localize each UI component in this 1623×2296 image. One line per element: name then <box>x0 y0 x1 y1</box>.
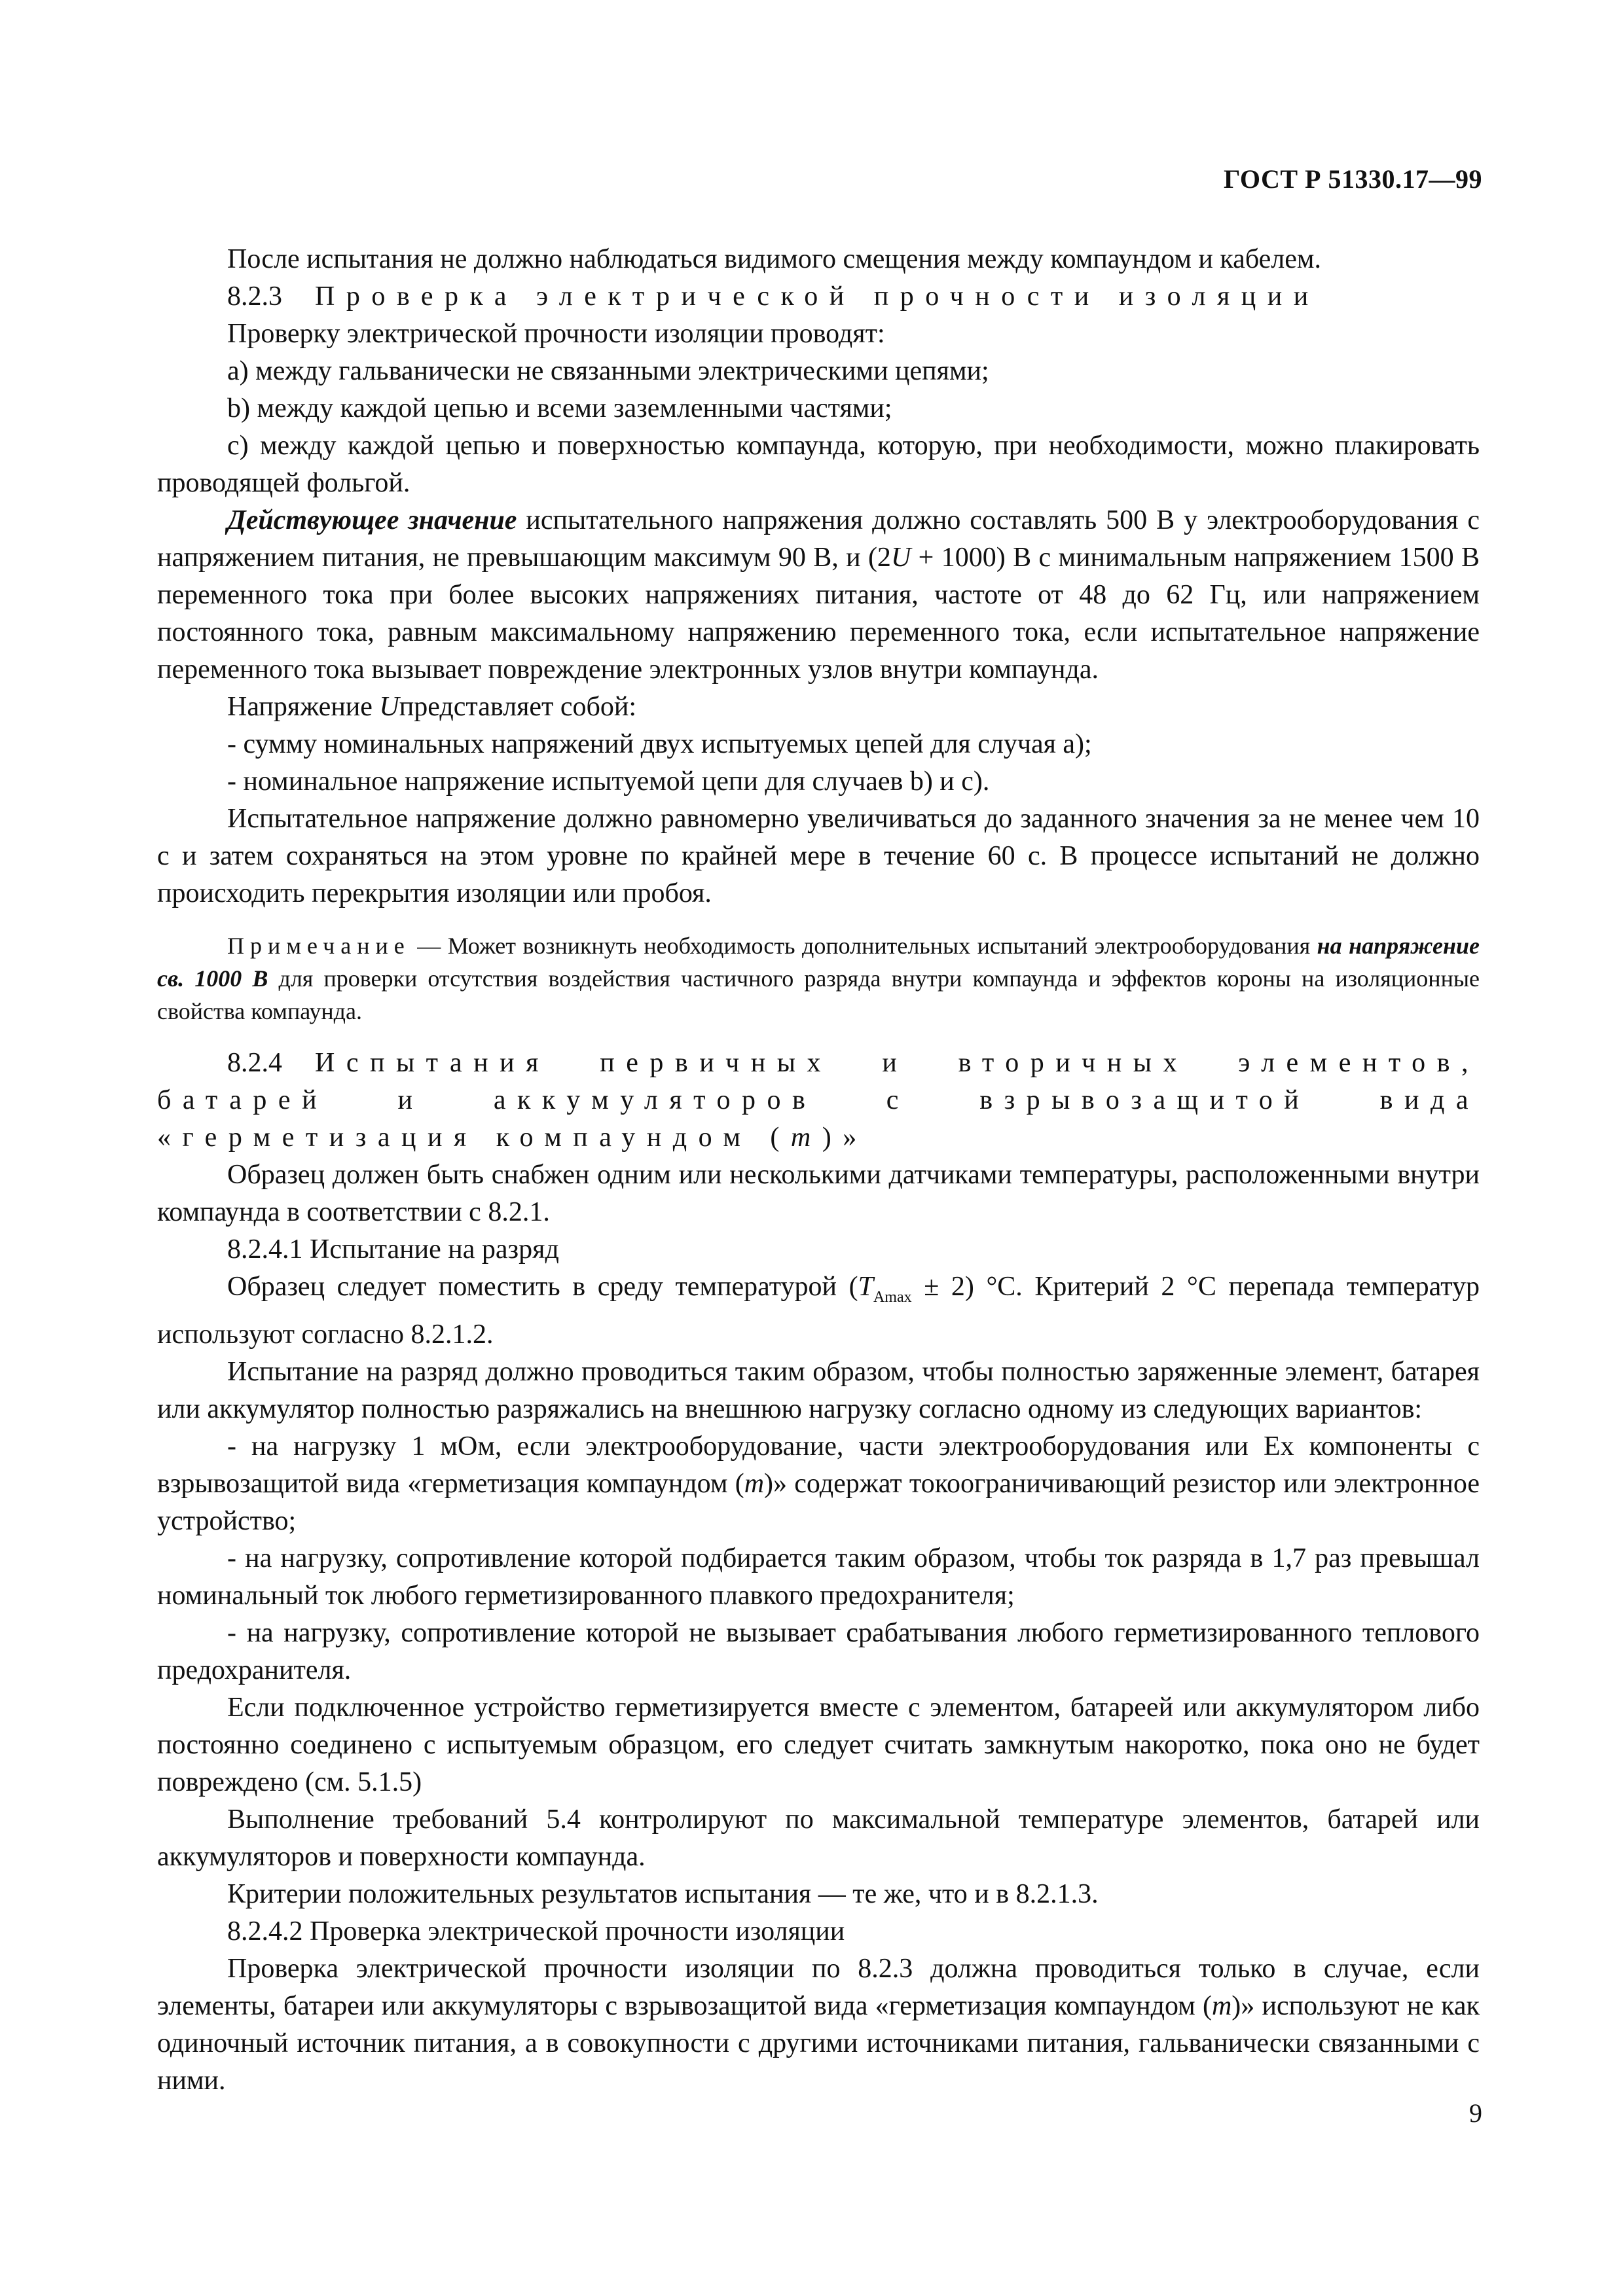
list-item: - номинальное напряжение испытуемой цепи для случаев b) и с). <box>227 766 990 797</box>
section-title: Проверка электрической прочности изоляции <box>315 281 1320 312</box>
variable-m: m <box>790 1122 822 1153</box>
document-body <box>157 241 1480 2100</box>
paragraph: Если подключенное устройство герметизируется вместе с элементом, батареей или аккумулятором либо постоянно соединено с испытуемым образцом, его следует считать замкнутым накоротко, пока оно не будет повреждено (см. 5.1.5) <box>157 1693 1480 1797</box>
section-heading-8-2-4 <box>157 1045 1480 1157</box>
list-item: - на нагрузку, сопротивление которой не вызывает срабатывания любого герметизированного теплового предохранителя. <box>157 1618 1480 1685</box>
paragraph <box>157 502 1480 689</box>
page-number: 9 <box>1469 2098 1482 2128</box>
variable-m: m <box>744 1469 765 1499</box>
text-span: для проверки отсутствия воздействия частичного разряда внутри компаунда и эффектов короны на изоляционные свойства компаунда. <box>157 965 1480 1024</box>
text-span: Напряжение <box>227 692 380 722</box>
paragraph: Образец должен быть снабжен одним или несколькими датчиками температуры, расположенными внутри компаунда в соответствии с 8.2.1. <box>157 1160 1480 1227</box>
subsection-heading: 8.2.4.2 Проверка электрической прочности изоляции <box>227 1916 845 1946</box>
list-item: b) между каждой цепью и всеми заземленными частями; <box>227 393 892 423</box>
list-item: а) между гальванически не связанными электрическими цепями; <box>227 356 989 386</box>
document-standard-number: ГОСТ Р 51330.17—99 <box>1223 164 1482 194</box>
paragraph: После испытания не должно наблюдаться видимого смещения между компаундом и кабелем. <box>227 244 1321 274</box>
section-title: Испытания первичных и вторичных элементов, батарей и аккумуляторов с взрывозащитой вида «герметизация компаундом ( <box>157 1048 1480 1153</box>
section-heading-8-2-3 <box>157 278 1480 315</box>
section-title-end: )» <box>822 1122 868 1153</box>
text-span: испытательного напряжения должно составлять 500 В у электрооборудования с напряжением питания, не превышающим максимум 90 В, и (2 <box>157 505 1480 573</box>
text-span: + 1000) В с минимальным напряжением 1500 В переменного тока при более высоких напряжениях питания, частоте от 48 до 62 Гц, или напряжением постоянного тока, равным максимальному напряжению переменного тока, если испытательное напряжение переменного тока вызывает повреждение электронных узлов внутри компаунда. <box>157 543 1480 685</box>
paragraph <box>157 1268 1480 1354</box>
variable-u: U <box>890 543 911 573</box>
paragraph: Испытательное напряжение должно равномерно увеличиваться до заданного значения за не менее чем 10 с и затем сохраняться на этом уровне по крайней мере в течение 60 с. В процессе испытаний не должно происходить перекрытия изоляции или пробоя. <box>157 804 1480 908</box>
list-item: - на нагрузку, сопротивление которой подбирается таким образом, чтобы ток разряда в 1,7 раз превышал номинальный ток любого герметизированного плавкого предохранителя; <box>157 1543 1480 1611</box>
variable-t: T <box>858 1272 873 1302</box>
text-span: - на нагрузку 1 мОм, если электрооборудование, части электрооборудования или Ех компоненты с взрывозащитой вида «герметизация компаундом ( <box>157 1431 1480 1499</box>
subsection-heading: 8.2.4.1 Испытание на разряд <box>227 1234 559 1265</box>
text-span: )» используют не как одиночный источник питания, а в совокупности с другими источниками питания, гальванически связанными с ними. <box>157 1991 1480 2096</box>
emphasis-text: на напряжение св. 1000 В <box>157 933 1480 992</box>
text-span: — Может возникнуть необходимость дополнительных испытаний электрооборудования <box>410 933 1317 959</box>
paragraph <box>157 1950 1480 2100</box>
note-label: Примечание <box>227 933 410 959</box>
text-span: )» содержат токоограничивающий резистор или электронное устройство; <box>157 1469 1480 1536</box>
text-span: представляет собой: <box>399 692 637 722</box>
paragraph <box>157 689 1480 726</box>
emphasis-text: Действующее значение <box>227 505 517 535</box>
variable-u: U <box>379 692 399 722</box>
section-number: 8.2.3 <box>227 281 282 312</box>
note <box>157 929 1480 1028</box>
paragraph: Испытание на разряд должно проводиться таким образом, чтобы полностью заряженные элемент, батарея или аккумулятор полностью разряжались на внешнюю нагрузку согласно одному из следующих вариантов: <box>157 1357 1480 1424</box>
text-span: Проверка электрической прочности изоляции по 8.2.3 должна проводиться только в случае, если элементы, батареи или аккумуляторы с взрывозащитой вида «герметизация компаундом ( <box>157 1954 1480 2021</box>
section-number: 8.2.4 <box>227 1048 282 1078</box>
paragraph: Выполнение требований 5.4 контролируют по максимальной температуре элементов, батарей или аккумуляторов и поверхности компаунда. <box>157 1804 1480 1872</box>
text-span: Образец следует поместить в среду температурой ( <box>227 1272 858 1302</box>
text-span: ± 2) °С. Критерий 2 °С перепада температур используют согласно 8.2.1.2. <box>157 1272 1480 1350</box>
paragraph: Критерии положительных результатов испытания — те же, что и в 8.2.1.3. <box>227 1879 1099 1909</box>
list-item <box>157 1428 1480 1540</box>
list-item: с) между каждой цепью и поверхностью компаунда, которую, при необходимости, можно плакировать проводящей фольгой. <box>157 431 1480 498</box>
variable-m: m <box>1211 1991 1232 2021</box>
subscript-amax: Amax <box>873 1289 912 1306</box>
list-item: - сумму номинальных напряжений двух испытуемых цепей для случая а); <box>227 729 1092 759</box>
paragraph: Проверку электрической прочности изоляции проводят: <box>227 319 885 349</box>
